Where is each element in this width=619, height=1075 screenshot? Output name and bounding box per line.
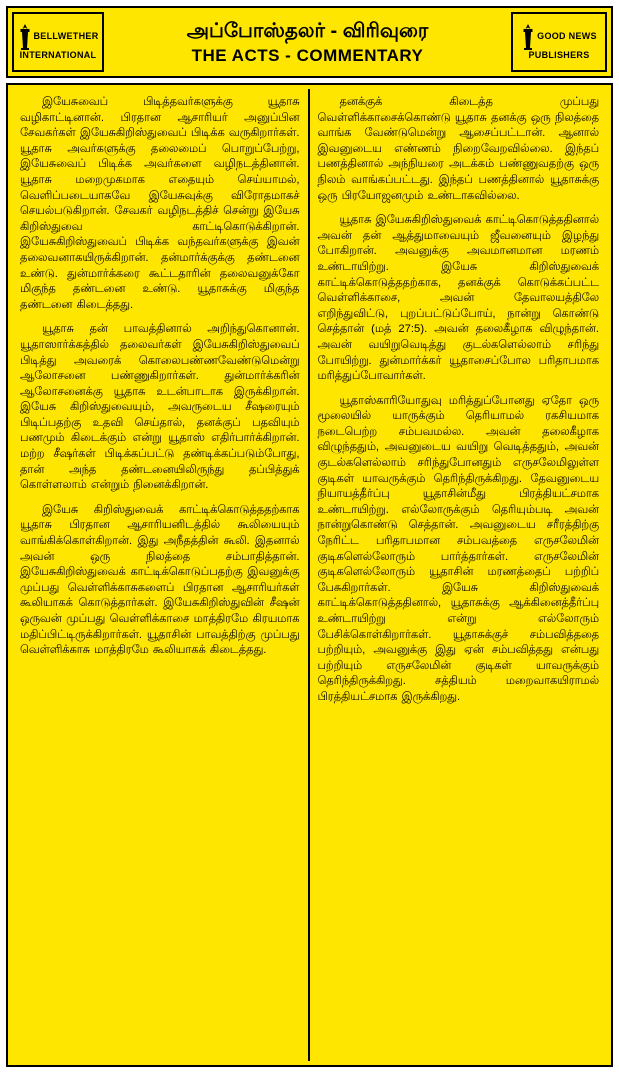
paragraph: யூதாசு தன் பாவத்தினால் அறிந்துகொனான். யூதாஸார்க்கத்தில் தலைவர்கள் இயேசுகிறிஸ்துவைப் பிடித்து அவரைக் கொலைபண்ணவேண்டுமென்று ஆலோசனை பண்ணுகிறார்கள். துன்மார்க்கரின் ஆலோசனைக்கு யூதாசு உடன்பாடாக இருக்கிறான். இயேசு கிறிஸ்துவையும், அவருடைய சீஷரையும் பிடிப்பதற்கு உதவி செய்தால், தனக்குப் பதவியும் பணமும் கிடைக்கும் என்று யூதாஸ் எதிர்பார்க்கிறான். மற்ற சீஷர்கள் பிடிக்கப்பட்டு தண்டிக்கப்படும்போது, தான் அந்த தண்டனையிலிருந்து தப்பித்துக் கொள்ளலாம் என்றும் நினைக்கிறான். <box>20 323 300 492</box>
page-title-english: THE ACTS - COMMENTARY <box>191 45 424 65</box>
paragraph: இயேசுவைப் பிடித்தவர்களுக்கு யூதாசு வழிகாட்டினான். பிரதான ஆசாரியர் அனுப்பின சேவகர்கள் இயேசுகிறிஸ்துவைப் பிடிக்க வருகிறார்கள். யூதாசு அவர்களுக்கு தலைமைப் பொறுப்பேற்று, இயேசுவைப் பிடிக்க அவர்களை வழிநடத்தினான். யூதாசு மறைமுகமாக எதையும் செய்யாமல், வெளிப்படையாகவே இயேசுவுக்கு விரோதமாகச் செயல்படுகிறான். சேவகர் வழிநடத்திச் சென்று இயேசு கிறிஸ்துவை காட்டிகொடுக்கிறான். இயேசுகிறிஸ்துவைப் பிடிக்க வந்தவர்களுக்கு இவன் தலைவனாகயிருக்கிறான். தன்மார்க்குக்கு தண்டனை உண்டு. துன்மார்க்கரை கூட்டதாரின் தலைவனுக்கோ மிகுந்த தண்டனை உண்டு. யூதாசுக்கு மிகுந்த தண்டனை கிடைத்தது. <box>20 96 300 311</box>
paragraph: இயேசு கிறிஸ்துவைக் காட்டிக்கொடுத்ததற்காக யூதாசு பிரதான ஆசாரியனிடத்தில் கூலியையும் வாங்கிக்கொள்கிறான். இது அநீதத்தின் கூலி. இதனால் அவன் ஒரு நிலத்தை சம்பாதித்தான். இயேசுகிறிஸ்துவைக் காட்டிக்கொடுப்பதற்கு இவனுக்கு முப்பது வெள்ளிக்காசுகளைப் பிரதான ஆசாரியர்கள் கூலியாகக் கொடுத்தார்கள். இயேசுகிறிஸ்துவின் சீஷன் ஒருவன் முப்பது வெள்ளிக்காசை மாத்திரமே கிரயமாக மதிப்பிட்டிருக்கிறார்கள். யூதாசின் பாவத்திற்கு முப்பது வெள்ளிக்காசு மாத்திரமே கூலியாகக் கிடைத்தது. <box>20 503 300 657</box>
publisher-logo-right <box>511 12 607 72</box>
logo-right-line2: PUBLISHERS <box>528 49 590 60</box>
paragraph: தனக்குக் கிடைத்த முப்பது வெள்ளிக்காசைக்கொண்டு யூதாசு தனக்கு ஒரு நிலத்தை வாங்க வேண்டுமென்று ஆசைப்பட்டான். ஆனால் இவனுடைய எண்ணம் நிறைவேறவில்லை. இந்தப் பணத்தினால் அந்நியரை அடக்கம் பண்ணுவதற்கு ஒரு நிலம் வாங்கப்பட்டது. இந்தப் பணத்தினால் யூதாசுக்கு ஒரு பிரயோஜனமும் உண்டாகவில்லை. <box>317 96 599 202</box>
column-right <box>310 89 608 1061</box>
logo-right-row <box>515 24 603 50</box>
torch-icon <box>18 24 32 50</box>
paragraph: யூதாஸ்காரியோதுவு மரித்துப்போனது ஏதோ ஒரு மூலையில் யாருக்கும் தெரியாமல் ரகசியமாக நடைபெற்ற சம்பவமல்ல. அவன் தலைகீழாக விழுந்ததும், அவனுடைய வயிறு வெடித்ததும், அவன் குடல்களெல்லாம் சரிந்துபோனதும் எருசலேமிலுள்ள குடிகள் யாவருக்கும் தெரிந்திருக்கிறது. தேவனுடைய நியாயத்தீர்ப்பு யூதாசின்மீது பிரத்தியட்சமாக உண்டாயிற்று. எல்லோருக்கும் தெரியும்படி அவன் நான்றுகொண்டு செத்தான். அவனுடைய சரீரத்திற்கு நேரிட்ட பரிதாபமான சம்பவத்தை எருசலேமின் குடிகளெல்லோரும் பார்த்தார்கள். எருசலேமின் குடிகளெல்லோரும் யூதாசின் மரணத்தைப் பற்றிப் பேசுகிறார்கள். இயேசு கிறிஸ்துவைக் காட்டிக்கொடுத்ததினால், யூதாசுக்கு ஆக்கினைத்தீர்ப்பு உண்டாயிற்று என்று எல்லோரும் பேசிக்கொள்கிறார்கள். யூதாசுக்குச் சம்பவித்ததை பற்றியும், அவனுக்கு இது ஏன் சம்பவித்தது என்பது பற்றியும் எருசலேமின் குடிகள் யாவருக்கும் தெரிந்திருக்கிறது. சத்தியம் மறைவாகயிராமல் பிரத்தியட்சமாக இருக்கிறது. <box>317 394 599 703</box>
logo-left-line1: BELLWETHER <box>33 31 99 41</box>
page-header <box>6 6 613 78</box>
logo-left-row <box>16 24 100 50</box>
column-left <box>12 89 310 1061</box>
document-body <box>6 83 613 1067</box>
paragraph: யூதாசு இயேசுகிறிஸ்துவைக் காட்டிகொடுத்ததினால் அவன் தன் ஆத்துமாவையும் ஜீவனையும் இழந்து போகிறான். அவனுக்கு அவமானமான மரணம் உண்டாயிற்று. இயேசு கிறிஸ்துவைக் காட்டிக்கொடுத்ததற்காக, தனக்குக் கொடுக்கப்பட்ட வெள்ளிக்காசை, அவன் தேவாலயத்திலே எறிந்துவிட்டு, புறப்பட்டுப்போய், நான்று கொண்டு செத்தான் (மத் 27:5). அவன் தலைகீழாக விழுந்தான். அவன் வயிறுவெடித்து குடல்களெல்லாம் சரிந்து போயிற்று. துன்மார்க்கர் யூதாசைப்போல பரிதாபமாக மரித்துப்போவார்கள். <box>317 214 599 383</box>
publisher-logo-left <box>12 12 104 72</box>
logo-left-line2: INTERNATIONAL <box>19 49 97 60</box>
header-title-block <box>108 8 507 76</box>
torch-icon <box>521 24 535 50</box>
logo-right-line1: GOOD NEWS <box>537 31 597 41</box>
page-title-tamil: அப்போஸ்தலர் - விரிவுரை <box>186 19 429 42</box>
